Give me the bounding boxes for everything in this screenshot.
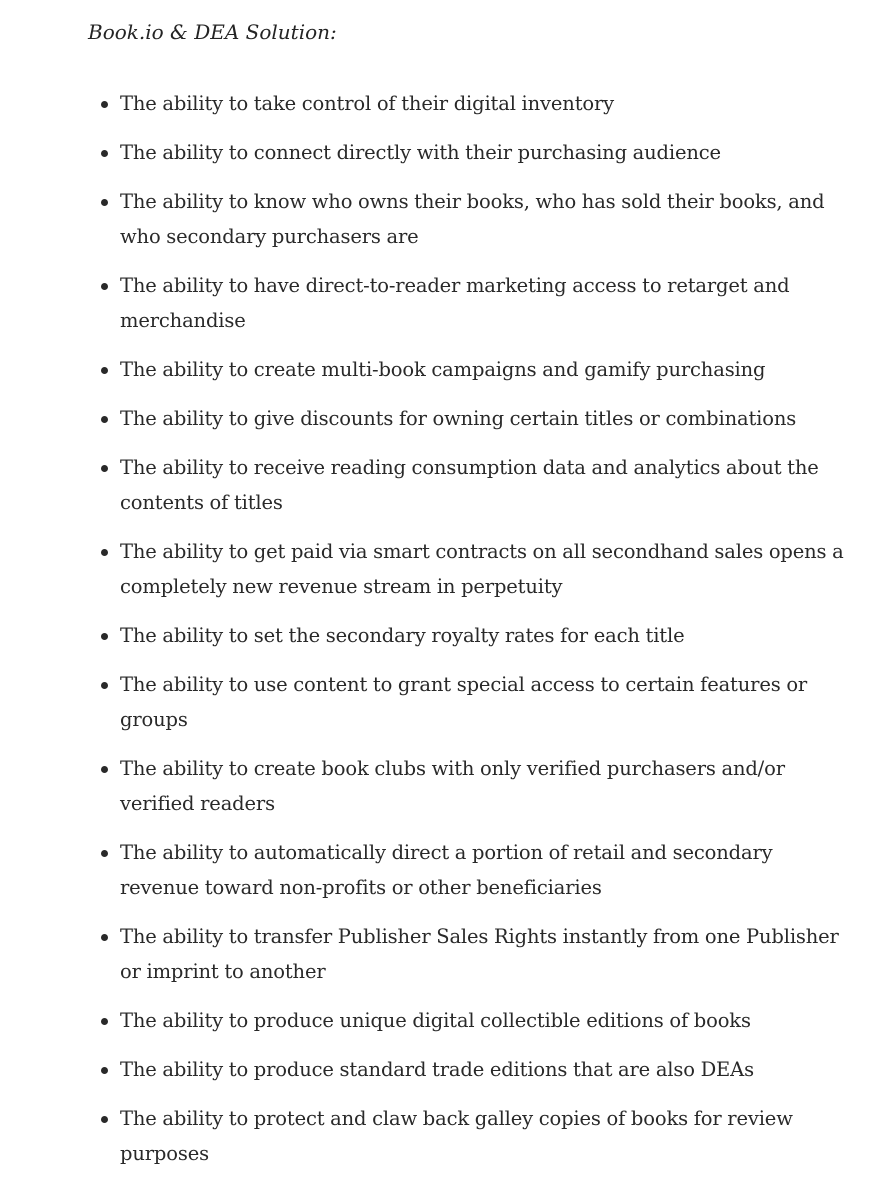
bullet-icon <box>101 633 108 640</box>
list-item <box>88 86 848 121</box>
list-item-text: The ability to automatically direct a portion of retail and secondary revenue toward non-profits or other beneficiaries <box>120 841 773 899</box>
list-item-text: The ability to have direct-to-reader marketing access to retarget and merchandise <box>120 274 790 332</box>
list-item-text: The ability to produce unique digital collectible editions of books <box>120 1009 751 1032</box>
bullet-icon <box>101 199 108 206</box>
list-item <box>88 450 848 520</box>
ability-list <box>88 86 848 1185</box>
list-item-text: The ability to use content to grant special access to certain features or groups <box>120 673 808 731</box>
bullet-icon <box>101 416 108 423</box>
list-item <box>88 534 848 604</box>
list-item <box>88 919 848 989</box>
list-item <box>88 751 848 821</box>
list-item <box>88 618 848 653</box>
list-item-text: The ability to set the secondary royalty rates for each title <box>120 624 685 647</box>
bullet-icon <box>101 766 108 773</box>
list-item <box>88 835 848 905</box>
bullet-icon <box>101 1067 108 1074</box>
list-item <box>88 352 848 387</box>
bullet-icon <box>101 101 108 108</box>
bullet-icon <box>101 367 108 374</box>
list-item-text: The ability to create book clubs with only verified purchasers and/or verified readers <box>120 757 785 815</box>
section-heading: Book.io & DEA Solution: <box>88 20 337 44</box>
list-item-text: The ability to transfer Publisher Sales Rights instantly from one Publisher or imprint to another <box>120 925 839 983</box>
bullet-icon <box>101 1018 108 1025</box>
bullet-icon <box>101 465 108 472</box>
list-item-text: The ability to get paid via smart contracts on all secondhand sales opens a completely new revenue stream in perpetuity <box>120 540 844 598</box>
bullet-icon <box>101 150 108 157</box>
list-item-text: The ability to connect directly with their purchasing audience <box>120 141 721 164</box>
list-item-text: The ability to create multi-book campaigns and gamify purchasing <box>120 358 766 381</box>
bullet-icon <box>101 682 108 689</box>
list-item <box>88 401 848 436</box>
list-item <box>88 667 848 737</box>
list-item <box>88 184 848 254</box>
list-item <box>88 1101 848 1171</box>
list-item-text: The ability to protect and claw back galley copies of books for review purposes <box>120 1107 793 1165</box>
bullet-icon <box>101 1116 108 1123</box>
bullet-icon <box>101 934 108 941</box>
bullet-icon <box>101 549 108 556</box>
list-item <box>88 268 848 338</box>
list-item-text: The ability to receive reading consumption data and analytics about the contents of titles <box>120 456 819 514</box>
list-item-text: The ability to know who owns their books, who has sold their books, and who secondary purchasers are <box>120 190 825 248</box>
bullet-icon <box>101 850 108 857</box>
list-item-text: The ability to take control of their digital inventory <box>120 92 615 115</box>
list-item-text: The ability to give discounts for owning certain titles or combinations <box>120 407 797 430</box>
list-item <box>88 1052 848 1087</box>
bullet-icon <box>101 283 108 290</box>
list-item <box>88 1003 848 1038</box>
list-item <box>88 135 848 170</box>
list-item-text: The ability to produce standard trade editions that are also DEAs <box>120 1058 754 1081</box>
